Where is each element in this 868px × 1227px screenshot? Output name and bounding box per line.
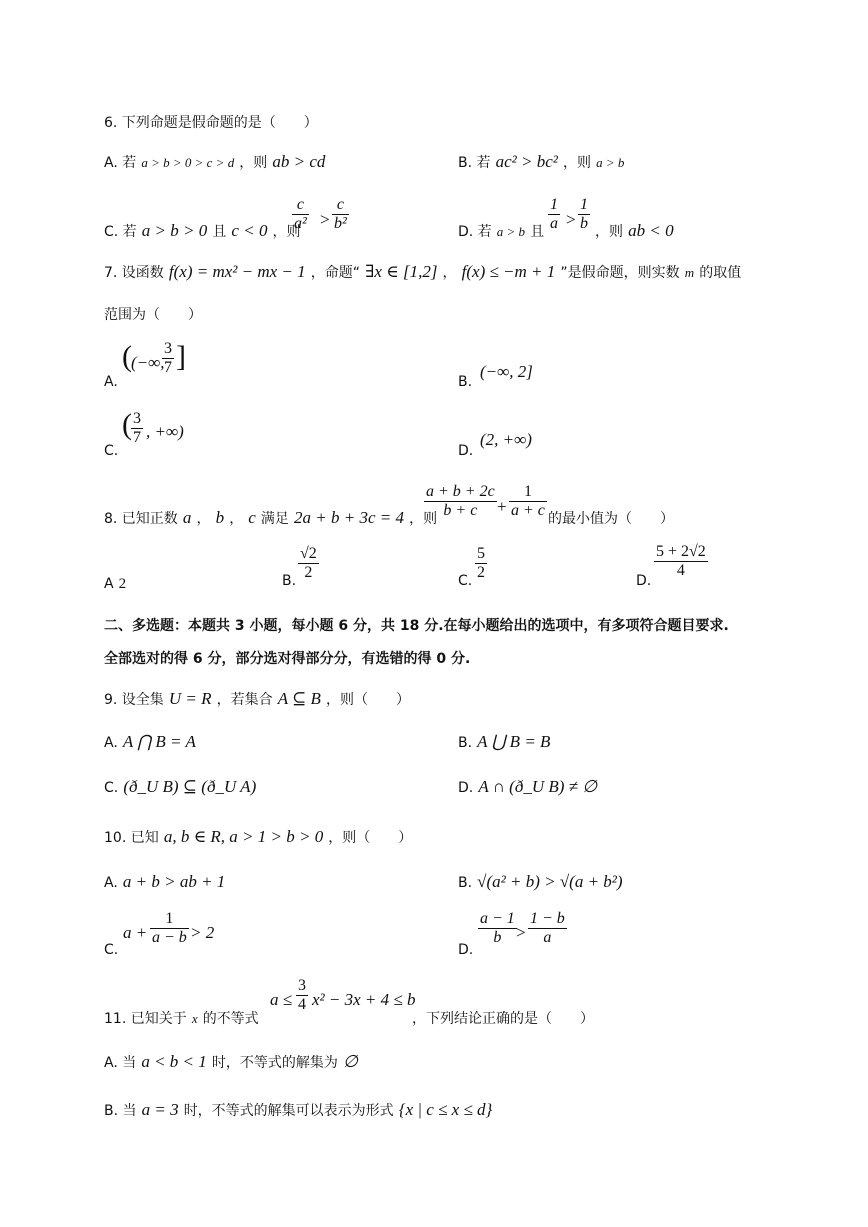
q10-c-prefix: a + bbox=[123, 923, 148, 942]
q8-b-fraction: $\frac{√2}{2}$ bbox=[300, 545, 317, 581]
q9-option-d: D. A ∩ (ð_U B) ≠ ∅ bbox=[458, 777, 598, 796]
q10-stem: 10. 已知 a, b ∈ R, a > 1 > b > 0 ，则（ ） bbox=[104, 827, 413, 846]
q10-option-b: B. √(a² + b) > √(a + b²) bbox=[458, 872, 623, 891]
q7-a-right: ] bbox=[176, 340, 186, 373]
q9-option-b: B. A ⋃ B = B bbox=[458, 732, 551, 751]
q7-d-label: D. bbox=[458, 443, 474, 459]
q8-plus: + bbox=[497, 497, 507, 516]
q7-c-left: ( bbox=[122, 408, 132, 441]
q10-d-label: D. bbox=[458, 942, 474, 958]
q9-option-c: C. (ð_U B) ⊆ (ð_U A) bbox=[104, 777, 257, 796]
q8-c-fraction: $\frac{5}{2}$ bbox=[477, 545, 485, 581]
q8-tail: 的最小值为（ ） bbox=[548, 511, 674, 527]
q8-c-label: C. bbox=[458, 573, 473, 589]
q11-tail: ，下列结论正确的是（ ） bbox=[412, 1011, 594, 1027]
q10-c-suffix: > 2 bbox=[190, 923, 215, 942]
q8-fraction-1: $\frac{a + b + 2c}{b + c}$ bbox=[426, 483, 495, 519]
section2-heading-line-1: 二、多选题：本题共 3 小题，每小题 6 分，共 18 分.在每小题给出的选项中，有多项符合题目要求. bbox=[104, 618, 729, 634]
q7-b-value: (−∞, 2] bbox=[480, 362, 533, 381]
q7-a-left: ( bbox=[122, 340, 132, 373]
q9-option-a: A. A ⋂ B = A bbox=[104, 732, 196, 751]
q11-ineq-prefix: a ≤ bbox=[270, 990, 293, 1009]
q8-d-label: D. bbox=[636, 573, 652, 589]
q6-d-conclusion: ，则 ab < 0 bbox=[595, 221, 674, 240]
q8-option-a: A 2 bbox=[104, 576, 127, 592]
q6-option-d: D. 若 a > b 且 bbox=[458, 224, 545, 240]
q6-option-c: C. 若 a > b > 0 且 c < 0 ，则 bbox=[104, 221, 301, 240]
q9-stem: 9. 设全集 U = R ，若集合 A ⊆ B ，则（ ） bbox=[104, 689, 411, 708]
q6-d-gt: > bbox=[566, 210, 576, 229]
q6-c-fraction-2: $\frac{c}{\text{b²}}$ bbox=[334, 196, 347, 232]
q10-d-fraction-2: $\frac{1 - b}{a}$ bbox=[530, 910, 565, 946]
q7-c-fraction: $\frac{3}{7}$ bbox=[133, 410, 141, 446]
q6-c-fraction-1: $\frac{c}{\text{a²}}$ bbox=[294, 196, 307, 232]
q10-option-a: A. a + b > ab + 1 bbox=[104, 872, 226, 891]
q6-option-a: A. 若 a > b > 0 > c > d ，则 ab > cd bbox=[104, 152, 326, 171]
q11-stem-left: 11. 已知关于 x 的不等式 bbox=[104, 1011, 259, 1027]
q10-d-gt: > bbox=[516, 923, 526, 942]
q6-stem: 6. 下列命题是假命题的是（ ） bbox=[104, 115, 318, 131]
q6-d-fraction-1: $\frac{1}{a}$ bbox=[550, 196, 558, 232]
q8-d-fraction: $\frac{5 + 2√2}{4}$ bbox=[656, 543, 706, 579]
q7-a-neg-inf: (−∞, bbox=[131, 353, 165, 372]
q6-option-b: B. 若 ac² > bc² ，则 a > b bbox=[458, 152, 625, 171]
q7-c-label: C. bbox=[104, 443, 119, 459]
q8-fraction-2: $\frac{1}{a + c}$ bbox=[511, 483, 545, 519]
section2-heading-line-2: 全部选对的得 6 分，部分选对得部分分，有选错的得 0 分. bbox=[104, 651, 471, 667]
q7-d-value: (2, +∞) bbox=[480, 430, 532, 449]
q10-c-label: C. bbox=[104, 942, 119, 958]
q7-c-right: , +∞) bbox=[146, 422, 184, 441]
q8-b-label: B. bbox=[282, 573, 297, 589]
q10-c-fraction: $\frac{1}{a - b}$ bbox=[152, 910, 187, 946]
q11-ineq-suffix: x² − 3x + 4 ≤ b bbox=[312, 990, 416, 1009]
q7-a-label: A. bbox=[104, 374, 118, 390]
q7-stem-line-1: 7. 设函数 f(x) = mx² − mx − 1 ，命题“ ∃x ∈ [1,2] ， f(x) ≤ −m + 1 ”是假命题，则实数 m 的取值 bbox=[104, 262, 742, 281]
q7-a-fraction: $\frac{3}{7}$ bbox=[164, 340, 172, 376]
q7-b-label: B. bbox=[458, 374, 473, 390]
q6-c-gt: > bbox=[320, 210, 330, 229]
q10-d-fraction-1: $\frac{a - 1}{b}$ bbox=[480, 910, 515, 946]
q11-option-a: A. 当 a < b < 1 时，不等式的解集为 ∅ bbox=[104, 1052, 358, 1071]
q11-option-b: B. 当 a = 3 时，不等式的解集可以表示为形式 {x | c ≤ x ≤ d} bbox=[104, 1100, 493, 1119]
q7-stem-line-2: 范围为（ ） bbox=[104, 307, 202, 323]
q6-d-fraction-2: $\frac{1}{b}$ bbox=[580, 196, 588, 232]
q11-fraction: $\frac{3}{4}$ bbox=[298, 977, 306, 1013]
q8-stem: 8. 已知正数 a ， b ， c 满足 2a + b + 3c = 4 ，则 bbox=[104, 508, 438, 527]
